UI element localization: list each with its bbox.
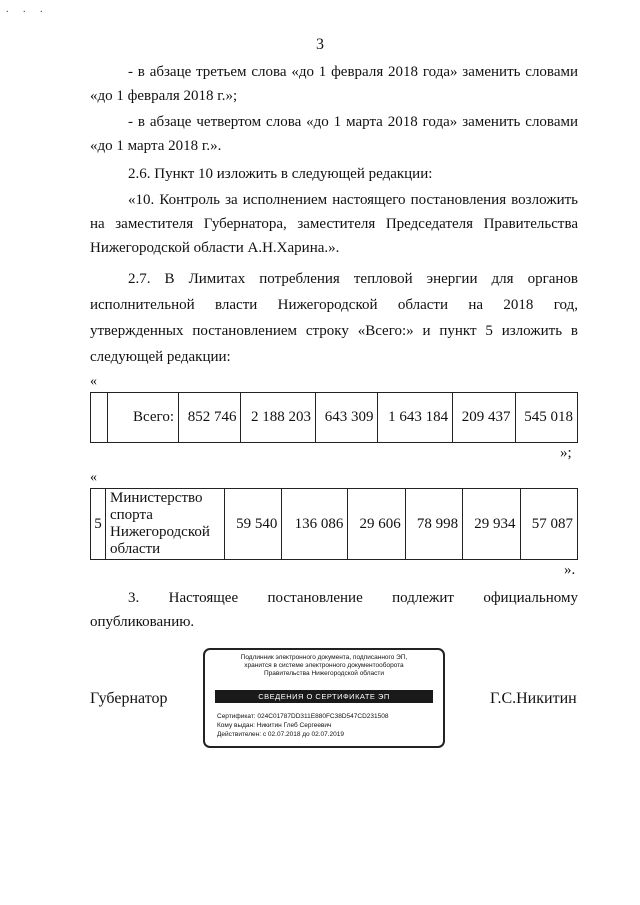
stamp-header: [205, 654, 443, 678]
label-line: Нижегородской: [110, 524, 210, 540]
page-number: 3: [316, 36, 324, 53]
table-total-row: [90, 392, 578, 443]
paragraph-2-line-2: «до 1 марта 2018 г.».: [90, 138, 222, 154]
label-line: спорта: [110, 507, 153, 523]
stamp-cert: Сертификат: 024C01787DD311E880FC38D547CD231508: [217, 713, 389, 720]
quote-close-1: »;: [560, 445, 572, 461]
paragraph-4: [90, 188, 578, 260]
paragraph-5-line-3: утвержденных постановлением строку «Всего:» и пункт 5 изложить в: [90, 323, 578, 339]
table-cell: 29 606: [348, 489, 405, 560]
table-cell-num: 5: [91, 489, 106, 560]
corner-marks: . . .: [6, 4, 49, 15]
paragraph-3: 2.6. Пункт 10 изложить в следующей редакции:: [128, 166, 433, 182]
table-row: [91, 489, 578, 560]
table-cell: 136 086: [282, 489, 348, 560]
table-cell: 57 087: [520, 489, 577, 560]
paragraph-6: [90, 586, 578, 634]
table-row: [91, 393, 578, 443]
paragraph-5-line-2: исполнительной власти Нижегородской области на 2018 год,: [90, 297, 578, 313]
table-cell: 852 746: [179, 393, 241, 443]
stamp-line: Правительства Нижегородской области: [263, 670, 385, 677]
signature-name: Г.С.Никитин: [490, 690, 577, 707]
stamp-line: хранится в системе электронного документооборота: [244, 662, 404, 669]
paragraph-4-line-1: «10. Контроль за исполнением настоящего постановления возложить: [128, 192, 578, 208]
paragraph-5: [90, 266, 578, 370]
table-cell: 2 188 203: [241, 393, 316, 443]
e-signature-stamp: [203, 648, 445, 748]
table-cell: 545 018: [515, 393, 577, 443]
paragraph-5-line-1: 2.7. В Лимитах потребления тепловой энергии для органов: [128, 271, 578, 287]
paragraph-1: [90, 60, 578, 108]
paragraph-1-line-1: - в абзаце третьем слова «до 1 февраля 2018 года» заменить словами: [128, 64, 578, 80]
table-cell-label: Всего:: [108, 393, 179, 443]
table-cell: 78 998: [405, 489, 462, 560]
quote-close-2: ».: [564, 562, 576, 578]
paragraph-4-line-2: на заместителя Губернатора, заместителя Председателя Правительства: [90, 216, 578, 232]
quote-open-1: «: [90, 374, 97, 389]
paragraph-2: [90, 110, 578, 158]
paragraph-5-line-4: следующей редакции:: [90, 349, 231, 365]
table-cell: 643 309: [316, 393, 378, 443]
table-item-5: [90, 488, 578, 560]
signature-position: Губернатор: [90, 690, 168, 707]
stamp-valid: Действителен: с 02.07.2018 до 02.07.2019: [217, 731, 345, 738]
paragraph-6-line-2: опубликованию.: [90, 614, 195, 630]
table-cell: 1 643 184: [378, 393, 453, 443]
label-line: Министерство: [110, 490, 203, 506]
paragraph-6-line-1: 3. Настоящее постановление подлежит официальному: [128, 590, 578, 606]
stamp-details: [217, 712, 388, 739]
stamp-line: Подлинник электронного документа, подписанного ЭП,: [240, 654, 408, 661]
paragraph-2-line-1: - в абзаце четвертом слова «до 1 марта 2018 года» заменить словами: [128, 114, 578, 130]
table-cell: 29 934: [463, 489, 520, 560]
table-cell: 59 540: [225, 489, 282, 560]
stamp-owner: Кому выдан: Никитин Глеб Сергеевич: [217, 722, 332, 729]
paragraph-1-line-2: «до 1 февраля 2018 г.»;: [90, 88, 238, 104]
quote-open-2: «: [90, 470, 97, 485]
paragraph-4-line-3: Нижегородской области А.Н.Харина.».: [90, 240, 340, 256]
table-cell-label: [106, 489, 225, 560]
table-cell-num: [91, 393, 108, 443]
label-line: области: [110, 541, 161, 557]
stamp-title: СВЕДЕНИЯ О СЕРТИФИКАТЕ ЭП: [215, 690, 433, 703]
table-cell: 209 437: [453, 393, 515, 443]
